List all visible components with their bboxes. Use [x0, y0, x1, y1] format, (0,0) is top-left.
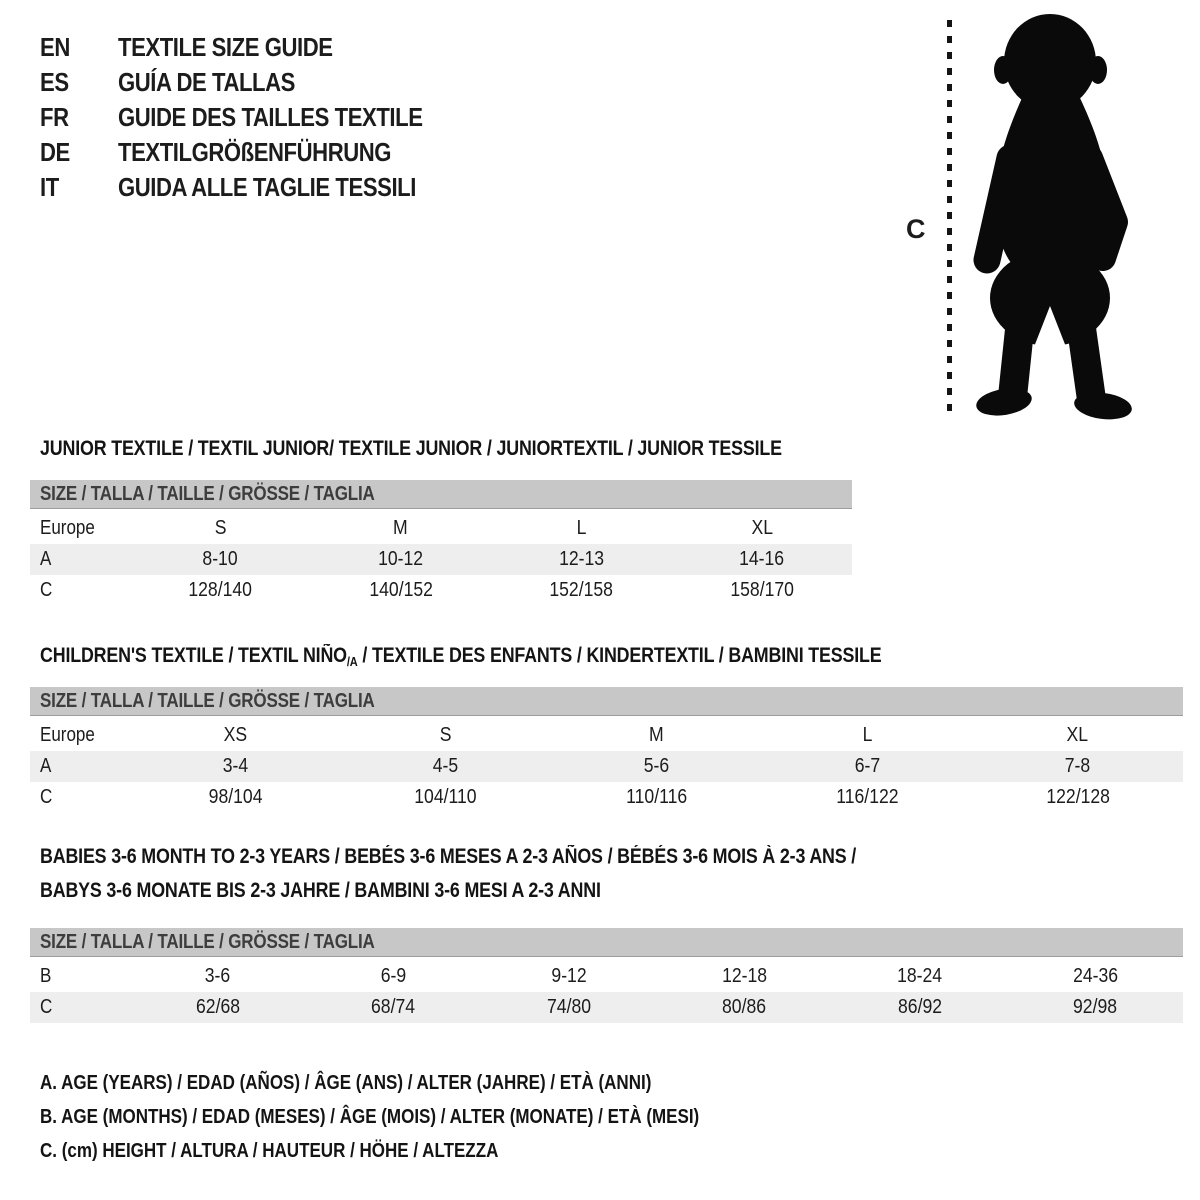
age-cell: 8-10 — [202, 548, 238, 570]
row-label: B — [40, 965, 52, 987]
age-cell: 10-12 — [378, 548, 424, 570]
lang-row-de — [40, 135, 476, 170]
babies-size-bar: SIZE / TALLA / TAILLE / GRÖSSE / TAGLIA — [30, 928, 1183, 957]
size-cell: S — [440, 724, 452, 746]
babies-section-heading-line2: BABYS 3-6 MONATE BIS 2-3 JAHRE / BAMBINI 3-6 MESI A 2-3 ANNI — [40, 879, 601, 902]
size-cell: XS — [223, 724, 248, 746]
row-label: C — [40, 996, 53, 1018]
children-size-bar: SIZE / TALLA / TAILLE / GRÖSSE / TAGLIA — [30, 687, 1183, 716]
lang-row-es — [40, 65, 476, 100]
row-label: Europe — [40, 517, 95, 539]
height-cell: 62/68 — [195, 996, 240, 1018]
toddler-silhouette-icon — [962, 10, 1147, 420]
table-row — [30, 751, 1183, 782]
height-cell: 158/170 — [729, 579, 794, 601]
table-row — [30, 961, 1183, 992]
lang-title-de: TEXTILGRÖßENFÜHRUNG — [118, 137, 392, 167]
table-row — [30, 992, 1183, 1023]
children-section-heading: CHILDREN'S TEXTILE / TEXTIL NIÑO/A / TEXTILE DES ENFANTS / KINDERTEXTIL / BAMBINI TESSILE — [40, 644, 882, 669]
table-row — [30, 720, 1183, 751]
age-cell: 4-5 — [433, 755, 459, 777]
months-cell: 6-9 — [380, 965, 406, 987]
row-label: A — [40, 755, 52, 777]
height-c-label: C — [906, 214, 926, 244]
age-cell: 7-8 — [1064, 755, 1091, 777]
months-cell: 18-24 — [897, 965, 943, 987]
height-cell: 74/80 — [546, 996, 591, 1018]
junior-size-table — [30, 480, 852, 606]
age-cell: 3-4 — [222, 755, 249, 777]
lang-row-en — [40, 30, 476, 65]
lang-title-it: GUIDA ALLE TAGLIE TESSILI — [118, 172, 416, 202]
age-cell: 5-6 — [643, 755, 670, 777]
lang-code-es: ES — [40, 67, 69, 97]
size-cell: S — [214, 517, 227, 539]
height-cell: 110/116 — [625, 786, 687, 808]
height-cell: 140/152 — [368, 579, 433, 601]
lang-code-it: IT — [40, 172, 59, 202]
row-label: Europe — [40, 724, 95, 746]
babies-section-heading-line1: BABIES 3-6 MONTH TO 2-3 YEARS / BEBÉS 3-6 MESES A 2-3 AÑOS / BÉBÉS 3-6 MOIS À 2-3 ANS / — [40, 845, 857, 868]
height-cell: 86/92 — [897, 996, 942, 1018]
height-dashed-line — [947, 20, 952, 418]
table-row — [30, 782, 1183, 813]
nino-a-subscript: /A — [346, 654, 358, 669]
table-row — [30, 513, 852, 544]
junior-size-bar: SIZE / TALLA / TAILLE / GRÖSSE / TAGLIA — [30, 480, 852, 509]
legend-line-b: B. AGE (MONTHS) / EDAD (MESES) / ÂGE (MOIS) / ALTER (MONATE) / ETÀ (MESI) — [40, 1105, 700, 1128]
height-cell: 122/128 — [1045, 786, 1110, 808]
lang-code-de: DE — [40, 137, 70, 167]
lang-code-en: EN — [40, 32, 70, 62]
legend-line-c: C. (cm) HEIGHT / ALTURA / HAUTEUR / HÖHE / ALTEZZA — [40, 1139, 499, 1162]
table-row — [30, 575, 852, 606]
size-cell: L — [862, 724, 872, 746]
children-size-table — [30, 687, 1183, 813]
months-cell: 24-36 — [1072, 965, 1118, 987]
babies-size-table — [30, 928, 1183, 1023]
lang-row-it — [40, 170, 476, 205]
months-cell: 3-6 — [205, 965, 231, 987]
lang-code-fr: FR — [40, 102, 69, 132]
age-cell: 14-16 — [739, 548, 785, 570]
height-cell: 80/86 — [722, 996, 767, 1018]
junior-section-heading: JUNIOR TEXTILE / TEXTIL JUNIOR/ TEXTILE JUNIOR / JUNIORTEXTIL / JUNIOR TESSILE — [40, 437, 782, 460]
height-cell: 98/104 — [208, 786, 263, 808]
table-row — [30, 544, 852, 575]
size-cell: M — [649, 724, 664, 746]
lang-title-es: GUÍA DE TALLAS — [118, 67, 295, 97]
size-cell: XL — [1066, 724, 1089, 746]
row-label: C — [40, 579, 53, 601]
height-cell: 68/74 — [371, 996, 416, 1018]
lang-title-en: TEXTILE SIZE GUIDE — [118, 32, 333, 62]
legend — [40, 1066, 816, 1168]
lang-row-fr — [40, 100, 476, 135]
language-title-list — [40, 30, 476, 205]
height-cell: 128/140 — [188, 579, 253, 601]
size-cell: L — [576, 517, 587, 539]
age-cell: 12-13 — [558, 548, 604, 570]
months-cell: 12-18 — [721, 965, 767, 987]
size-cell: M — [393, 517, 409, 539]
height-cell: 116/122 — [835, 786, 899, 808]
height-cell: 152/158 — [549, 579, 614, 601]
size-cell: XL — [750, 517, 773, 539]
age-cell: 6-7 — [854, 755, 880, 777]
legend-line-a: A. AGE (YEARS) / EDAD (AÑOS) / ÂGE (ANS) / ALTER (JAHRE) / ETÀ (ANNI) — [40, 1071, 652, 1094]
lang-title-fr: GUIDE DES TAILLES TEXTILE — [118, 102, 423, 132]
height-cell: 92/98 — [1073, 996, 1118, 1018]
months-cell: 9-12 — [551, 965, 587, 987]
row-label: A — [40, 548, 52, 570]
height-cell: 104/110 — [414, 786, 478, 808]
row-label: C — [40, 786, 53, 808]
